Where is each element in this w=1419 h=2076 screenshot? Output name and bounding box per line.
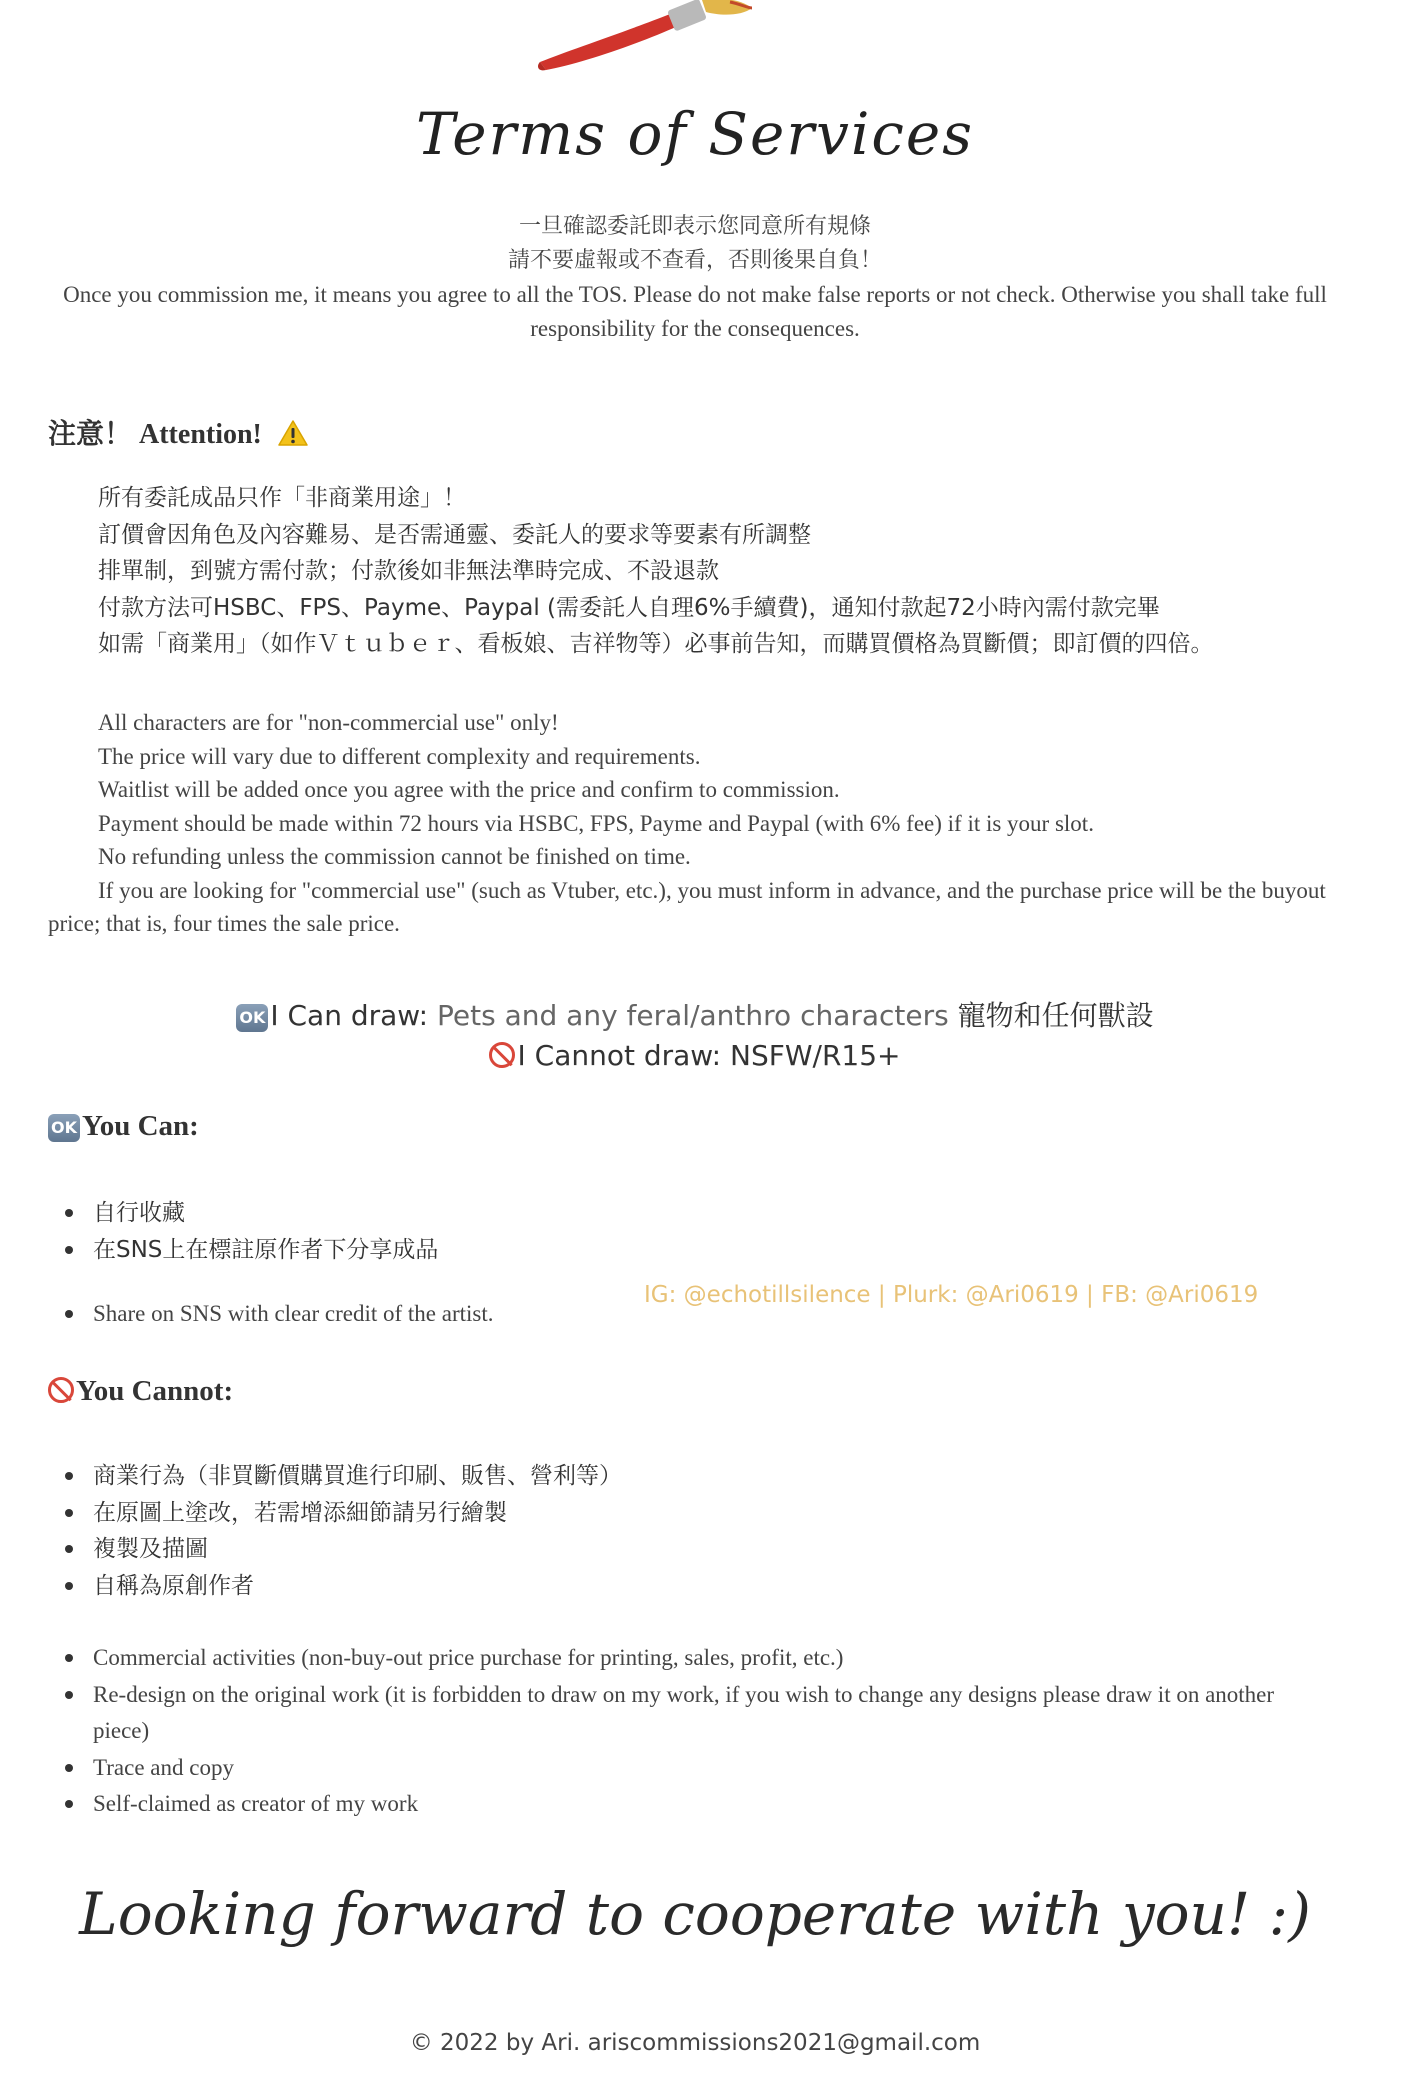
you-cannot-heading-text: You Cannot: — [76, 1375, 234, 1407]
intro — [40, 210, 1350, 346]
cannot-draw-label: I Cannot draw: NSFW/R15+ — [517, 1039, 901, 1072]
warning-icon — [277, 419, 309, 447]
can-draw-value-zh: 寵物和任何獸設 — [948, 999, 1154, 1032]
attention-zh-item: 訂價會因角色及內容難易、是否需通靈、委託人的要求等要素有所調整 — [98, 521, 811, 548]
you-cannot-heading — [48, 1375, 233, 1408]
attention-en-item: Waitlist will be added once you agree with the price and confirm to commission. — [98, 777, 840, 802]
prohibited-icon — [489, 1042, 515, 1068]
social-links: IG: @echotillsilence | Plurk: @Ari0619 | FB: @Ari0619 — [644, 1282, 1259, 1308]
paintbrush-illustration — [530, 0, 830, 72]
attention-en-item: No refunding unless the commission cannot be finished on time. — [98, 844, 691, 869]
attention-en-item: The price will vary due to different complexity and requirements. — [98, 743, 701, 769]
attention-en-list — [48, 706, 1348, 941]
attention-heading — [48, 412, 309, 452]
attention-zh-item: 排單制，到號方需付款；付款後如非無法準時完成、不設退款 — [98, 558, 719, 584]
draw-scope — [0, 996, 1390, 1076]
you-can-en-list — [48, 1296, 608, 1333]
list-item: Self-claimed as creator of my work — [48, 1786, 1328, 1823]
list-item: 在原圖上塗改，若需增添細節請另行繪製 — [48, 1495, 1248, 1532]
attention-heading-zh: 注意！ — [48, 417, 133, 450]
prohibited-icon — [48, 1377, 74, 1403]
page-title: Terms of Services — [416, 100, 974, 168]
list-item: 在SNS上在標註原作者下分享成品 — [48, 1232, 948, 1269]
can-draw-label: I Can draw: — [270, 999, 438, 1032]
list-item: Commercial activities (non-buy-out price purchase for printing, sales, profit, etc.) — [48, 1640, 1328, 1677]
cannot-draw-line — [0, 1036, 1390, 1076]
intro-zh-line1: 一旦確認委託即表示您同意所有規條 — [518, 214, 871, 239]
ok-icon: OK — [236, 1004, 268, 1032]
attention-en-item: Payment should be made within 72 hours via HSBC, FPS, Payme and Paypal (with 6% fee) if it is your slot. — [98, 810, 1094, 836]
you-can-heading-text: You Can: — [82, 1110, 199, 1142]
list-item: Share on SNS with clear credit of the artist. — [48, 1296, 608, 1333]
list-item: 自行收藏 — [48, 1195, 948, 1232]
list-item: Trace and copy — [48, 1750, 1328, 1787]
attention-en-item: All characters are for "non-commercial use" only! — [98, 710, 559, 735]
you-cannot-zh-list — [48, 1458, 1248, 1604]
attention-en-item: If you are looking for "commercial use" (such as Vtuber, etc.), you must inform in advance, and the purchase price will be the buyout price; that is, four times the sale price. — [48, 877, 1326, 936]
intro-en: Once you commission me, it means you agree to all the TOS. Please do not make false reports or not check. Otherwise you shall take full responsibility for the consequences. — [63, 282, 1327, 341]
list-item: Re-design on the original work (it is forbidden to draw on my work, if you wish to change any designs please draw it on another piece) — [48, 1677, 1328, 1750]
you-cannot-en-list — [48, 1640, 1328, 1823]
intro-zh-line2: 請不要虛報或不查看，否則後果自負！ — [507, 248, 882, 273]
ok-icon: OK — [48, 1114, 80, 1142]
list-item: 自稱為原創作者 — [48, 1568, 1248, 1605]
closing-message: Looking forward to cooperate with you! :) — [79, 1880, 1311, 1948]
attention-zh-item: 如需「商業用」（如作Ｖｔｕｂｅｒ、看板娘、吉祥物等）必事前告知，而購買價格為買斷價；即訂價的四倍。 — [98, 631, 1214, 657]
list-item: 複製及描圖 — [48, 1531, 1248, 1568]
attention-zh-item: 所有委託成品只作「非商業用途」！ — [98, 485, 466, 511]
can-draw-line — [0, 996, 1390, 1036]
you-can-zh-list — [48, 1195, 948, 1268]
you-can-heading — [48, 1110, 199, 1143]
attention-heading-en: Attention! — [139, 419, 262, 450]
attention-zh-item: 付款方法可HSBC、FPS、Payme、Paypal (需委託人自理6%手續費)，通知付款起72小時內需付款完畢 — [98, 594, 1160, 621]
footer-copyright: © 2022 by Ari. ariscommissions2021@gmail.com — [409, 2030, 981, 2056]
attention-zh-list — [98, 480, 1214, 663]
list-item: 商業行為（非買斷價購買進行印刷、販售、營利等） — [48, 1458, 1248, 1495]
can-draw-value: Pets and any feral/anthro characters — [437, 999, 949, 1032]
